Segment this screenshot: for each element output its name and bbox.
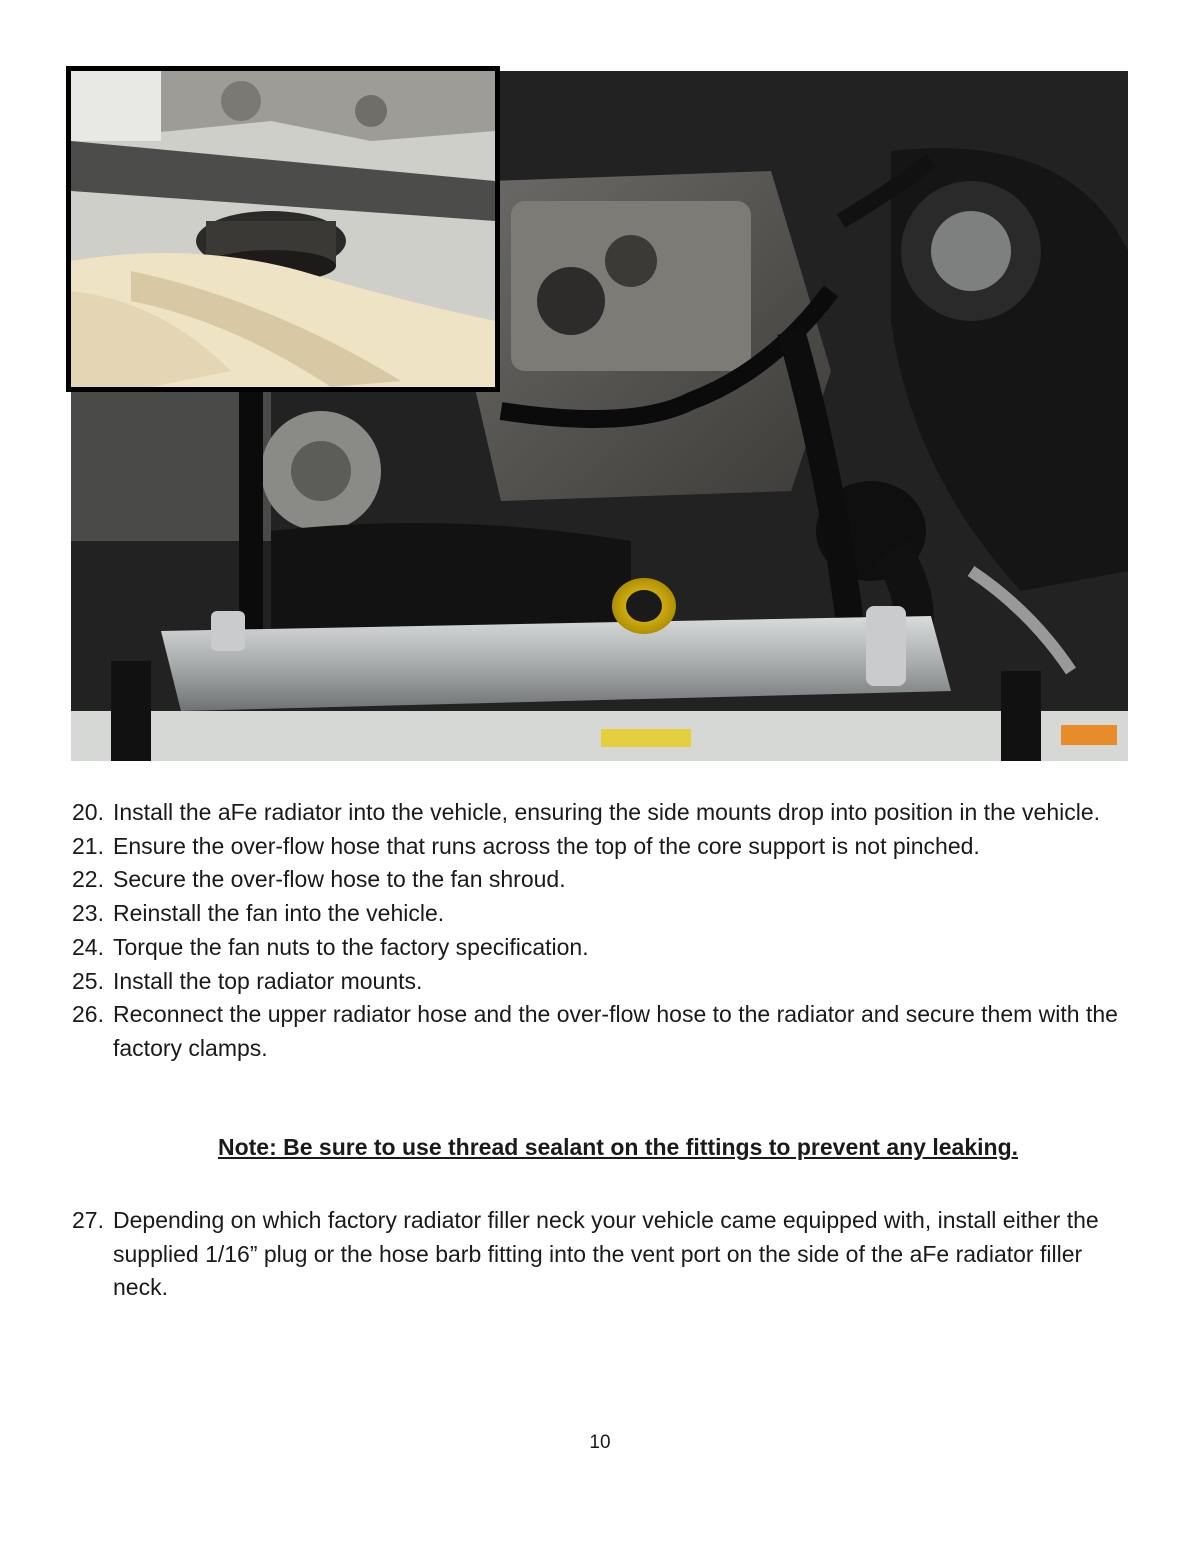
list-item — [72, 796, 1142, 830]
step-text: Torque the fan nuts to the factory specification. — [113, 933, 589, 960]
step-text: Secure the over-flow hose to the fan shroud. — [113, 866, 566, 893]
step-number: 24. — [72, 933, 104, 960]
fan-hub-illustration — [71, 71, 495, 387]
list-item — [72, 931, 1142, 965]
step-text: Depending on which factory radiator filler neck your vehicle came equipped with, install either the supplied 1/16” plug or the hose barb fitting into the vent port on the side of the aFe radiator filler neck. — [113, 1207, 1099, 1301]
step-number: 25. — [72, 967, 104, 994]
step-text: Reinstall the fan into the vehicle. — [113, 900, 445, 927]
sealant-note: Note: Be sure to use thread sealant on the fittings to prevent any leaking. — [217, 1134, 1019, 1160]
instruction-steps-continued — [72, 1204, 1142, 1305]
page-number: 10 — [589, 1432, 611, 1453]
step-text: Install the aFe radiator into the vehicle, ensuring the side mounts drop into position in the vehicle. — [113, 799, 1101, 825]
step-number: 20. — [72, 799, 104, 825]
fan-hub-closeup-photo — [66, 66, 500, 392]
list-item — [72, 998, 1142, 1065]
list-item — [72, 863, 1142, 897]
step-number: 23. — [72, 900, 104, 927]
step-number: 22. — [72, 866, 104, 893]
step-number: 26. — [72, 1001, 104, 1028]
step-number: 27. — [72, 1207, 104, 1233]
list-item — [72, 897, 1142, 931]
list-item — [72, 965, 1142, 999]
step-number: 21. — [72, 832, 104, 859]
step-text: Install the top radiator mounts. — [113, 967, 423, 994]
list-item — [72, 830, 1142, 864]
step-text: Ensure the over-flow hose that runs across the top of the core support is not pinched. — [113, 832, 980, 859]
instruction-steps — [72, 796, 1142, 1066]
step-text: Reconnect the upper radiator hose and the over-flow hose to the radiator and secure them with the factory clamps. — [113, 1001, 1118, 1061]
list-item — [72, 1204, 1142, 1305]
